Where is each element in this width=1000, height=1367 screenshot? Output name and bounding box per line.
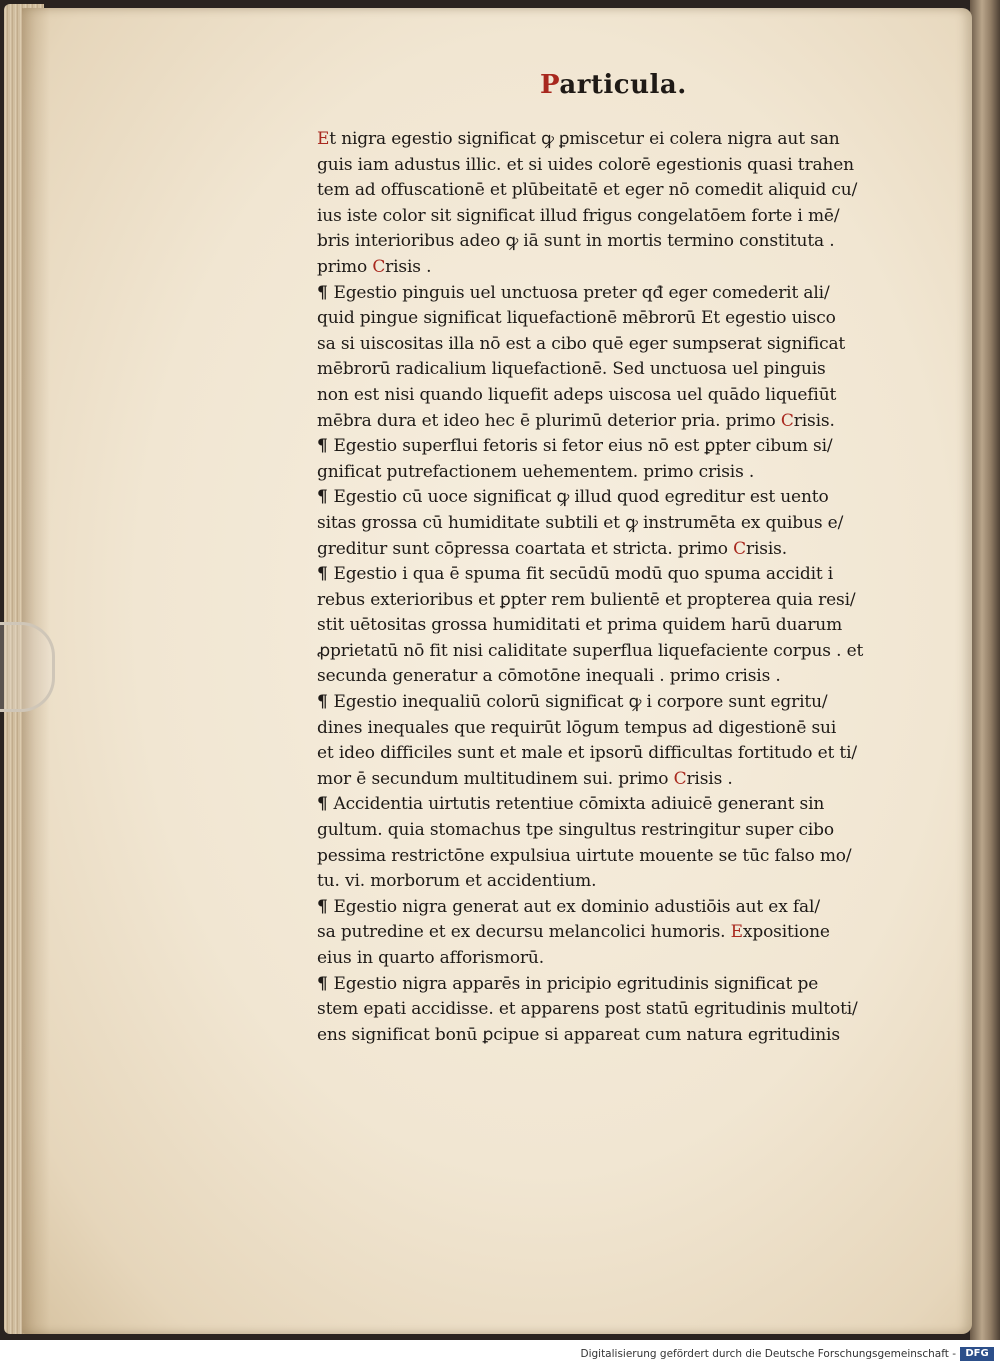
line-text: ꝓprietatū nō fit nisi caliditate superflua liquefaciente corpus . et xyxy=(317,640,864,661)
line-text: pessima restrictōne expulsiua uirtute mouente se tūc falso mo/ xyxy=(317,845,852,866)
text-line xyxy=(317,229,877,255)
line-text: tu. vi. morborum et accidentium. xyxy=(317,871,597,892)
text-line xyxy=(317,153,877,179)
rubric-initial: C xyxy=(780,410,794,431)
line-text: eius in quarto afforismorū. xyxy=(317,948,544,968)
line-text: mēbra dura et ideo hec ē plurimū deterior pria. primo xyxy=(317,410,781,431)
paragraph-mark: ¶ xyxy=(317,692,334,713)
line-text: sa si uiscositas illa nō est a cibo quē eger sumpserat significat xyxy=(317,333,846,354)
line-text: gnificat putrefactionem uehementem. primo crisis . xyxy=(317,461,755,482)
text-line xyxy=(317,664,877,690)
line-text: Egestio inequaliū colorū significat ꝙ i corpore sunt egritu/ xyxy=(333,692,828,713)
line-text: gultum. quia stomachus tpe singultus restringitur super cibo xyxy=(317,820,834,841)
line-text: ius iste color sit significat illud frigus congelatōem forte i mē/ xyxy=(317,205,840,226)
text-line xyxy=(317,895,877,921)
paragraph-mark: ¶ xyxy=(317,564,334,585)
paragraph-mark: ¶ xyxy=(317,282,334,303)
line-text: greditur sunt cōpressa coartata et stricta. primo xyxy=(317,538,734,559)
text-line xyxy=(317,537,877,563)
text-line xyxy=(317,357,877,383)
line-text: Egestio nigra generat aut ex dominio adustiōis aut ex fal/ xyxy=(333,896,820,917)
rubric-initial: E xyxy=(730,922,743,943)
line-text: Egestio pinguis uel unctuosa preter qđ eger comederit ali/ xyxy=(333,282,830,303)
text-line xyxy=(317,255,877,281)
line-text: primo xyxy=(317,256,373,277)
heading-initial: P xyxy=(540,70,560,100)
line-tail: risis. xyxy=(793,410,835,431)
page-heading xyxy=(540,70,687,100)
line-text: Accidentia uirtutis retentiue cōmixta adiuicē generant sin xyxy=(333,794,825,815)
line-text: rebus exterioribus et ꝑpter rem bulientē et propterea quia resi/ xyxy=(317,589,856,610)
line-text: tem ad offuscationē et plūbeitatē et eger nō comedit aliquid cu/ xyxy=(317,180,858,201)
dfg-logo: DFG xyxy=(960,1347,994,1361)
text-line xyxy=(317,383,877,409)
text-line xyxy=(317,946,877,972)
line-text: mor ē secundum multitudinem sui. primo xyxy=(317,768,674,789)
rubric-initial: C xyxy=(372,256,386,277)
rubric-initial: C xyxy=(733,538,746,559)
paragraph-mark: ¶ xyxy=(317,896,334,917)
heading-rest: articula. xyxy=(559,70,687,100)
line-text: t nigra egestio significat ꝙ ꝑmiscetur ei colera nigra aut san xyxy=(329,129,840,149)
text-line xyxy=(317,1023,877,1049)
rubric-initial: E xyxy=(317,129,330,149)
text-line xyxy=(317,613,877,639)
text-line xyxy=(317,204,877,230)
body-text xyxy=(317,127,877,1048)
text-line xyxy=(317,562,877,588)
clasp-strap xyxy=(0,622,55,712)
text-line xyxy=(317,178,877,204)
line-text: mēbrorū radicalium liquefactionē. Sed unctuosa uel pinguis xyxy=(317,359,826,380)
line-text: non est nisi quando liquefit adeps uiscosa uel quādo liquefiūt xyxy=(317,384,837,405)
paragraph-mark: ¶ xyxy=(317,436,334,457)
line-tail: xpositione xyxy=(742,922,830,943)
text-line xyxy=(317,588,877,614)
line-text: Egestio nigra apparēs in pricipio egritudinis significat pe xyxy=(333,973,819,994)
text-line xyxy=(317,920,877,946)
line-text: bris interioribus adeo ꝙ iā sunt in mortis termino constituta . xyxy=(317,231,835,252)
text-line xyxy=(317,460,877,486)
line-text: quid pingue significat liquefactionē mēbrorū Et egestio uisco xyxy=(317,308,836,329)
text-line xyxy=(317,690,877,716)
footer-bar xyxy=(0,1340,1000,1367)
line-text: ens significat bonū ꝑcipue si appareat cum natura egritudinis xyxy=(317,1024,840,1045)
text-line xyxy=(317,434,877,460)
text-line xyxy=(317,741,877,767)
text-line xyxy=(317,127,877,153)
paragraph-mark: ¶ xyxy=(317,487,334,508)
line-text: et ideo difficiles sunt et male et ipsorū difficultas fortitudo et ti/ xyxy=(317,743,857,764)
line-text: dines inequales que requirūt lōgum tempus ad digestionē sui xyxy=(317,717,837,738)
text-line xyxy=(317,281,877,307)
text-line xyxy=(317,485,877,511)
text-line xyxy=(317,869,877,895)
line-text: stem epati accidisse. et apparens post statū egritudinis multoti/ xyxy=(317,999,858,1020)
text-line xyxy=(317,818,877,844)
text-line xyxy=(317,716,877,742)
line-tail: risis . xyxy=(385,256,432,277)
text-line xyxy=(317,306,877,332)
text-line xyxy=(317,972,877,998)
rubric-initial: C xyxy=(673,768,687,789)
paragraph-mark: ¶ xyxy=(317,794,334,815)
line-text: sa putredine et ex decursu melancolici humoris. xyxy=(317,922,731,943)
line-text: sitas grossa cū humiditate subtili et ꝙ instrumēta ex quibus e/ xyxy=(317,512,844,533)
line-text: Egestio superflui fetoris si fetor eius nō est ꝑpter cibum si/ xyxy=(333,436,833,457)
text-line xyxy=(317,511,877,537)
text-line xyxy=(317,997,877,1023)
text-line xyxy=(317,767,877,793)
text-line xyxy=(317,409,877,435)
line-tail: risis . xyxy=(686,768,733,789)
line-text: Egestio cū uoce significat ꝙ illud quod egreditur est uento xyxy=(333,487,829,508)
footer-credit: Digitalisierung gefördert durch die Deutsche Forschungsgemeinschaft - xyxy=(580,1348,956,1360)
line-tail: risis. xyxy=(746,538,787,559)
line-text: guis iam adustus illic. et si uides colorē egestionis quasi trahen xyxy=(317,154,854,175)
text-line xyxy=(317,332,877,358)
book-edge-right xyxy=(970,0,1000,1340)
text-line xyxy=(317,639,877,665)
line-text: Egestio i qua ē spuma fit secūdū modū quo spuma accidit i xyxy=(333,564,834,585)
line-text: stit uētositas grossa humiditati et prima quidem harū duarum xyxy=(317,615,843,636)
text-line xyxy=(317,844,877,870)
line-text: secunda generatur a cōmotōne inequali . primo crisis . xyxy=(317,666,781,687)
text-line xyxy=(317,792,877,818)
paragraph-mark: ¶ xyxy=(317,973,334,994)
